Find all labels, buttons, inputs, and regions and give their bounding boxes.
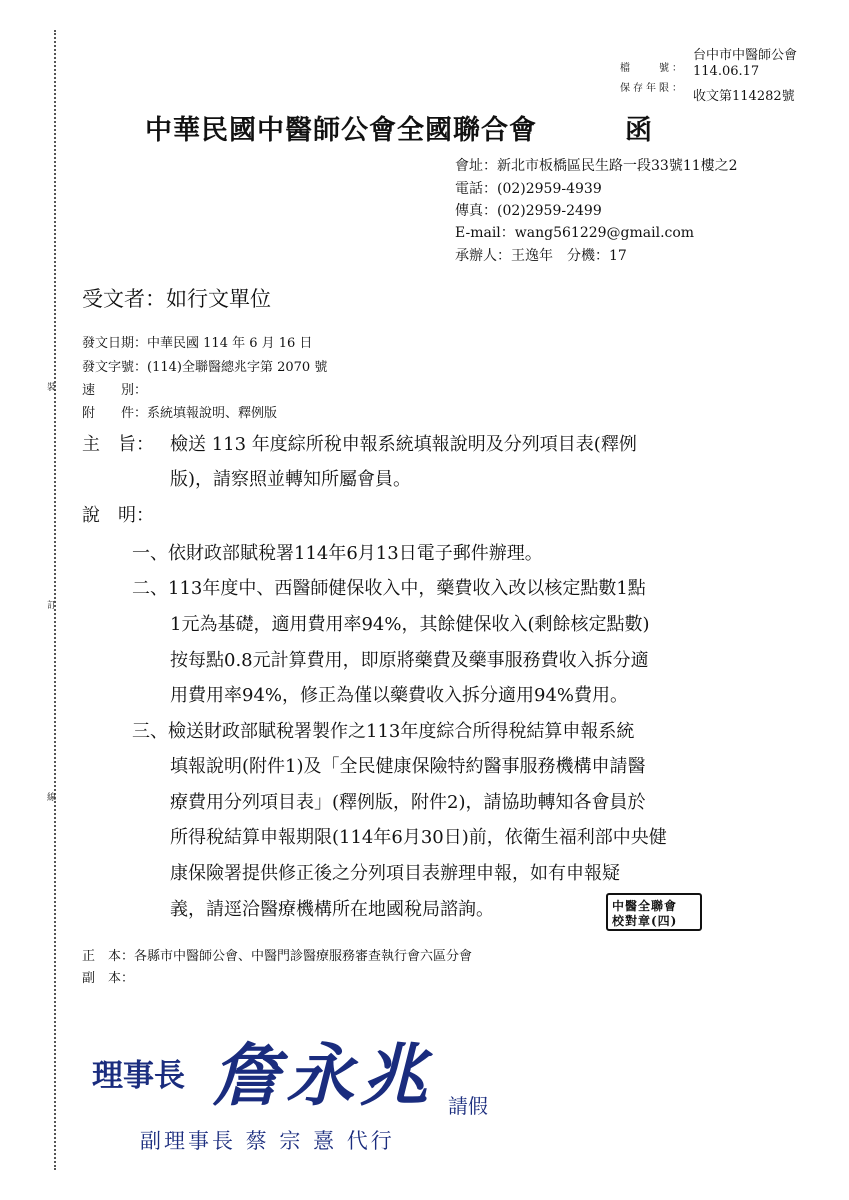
explanation-item-3-line-3: 療費用分列項目表」(釋例版，附件2)，請協助轉知各會員於 — [170, 792, 646, 813]
explanation-item-1: 一、依財政部賦稅署114年6月13日電子郵件辦理。 — [132, 543, 543, 564]
archive-file-label: 檔 號： — [620, 63, 685, 74]
contact-address: 會址：新北市板橋區民生路一段33號11樓之2 — [455, 158, 738, 174]
explanation-item-3-line-4: 所得稅結算申報期限(114年6月30日)前，依衛生福利部中央健 — [170, 827, 667, 848]
meta-speed-label: 速 別： — [82, 383, 148, 398]
copies-cc — [82, 967, 134, 986]
recipient: 受文者：如行文單位 — [82, 287, 271, 311]
seal-line-2: 校對章(四) — [612, 914, 678, 928]
document-type: 函 — [625, 115, 652, 146]
signature-name: 詹永兆 — [212, 1036, 435, 1116]
seal-line-1: 中醫全聯會 — [612, 899, 678, 913]
copies-main-value: 各縣市中醫師公會、中醫門診醫療服務審查執行會六區分會 — [134, 949, 473, 964]
explanation-item-3-line-1: 三、檢送財政部賦稅署製作之113年度綜合所得稅結算申報系統 — [132, 721, 635, 742]
explanation-item-2-line-1: 二、113年度中、西醫師健保收入中，藥費收入改以核定點數1點 — [132, 578, 646, 599]
meta-no-value: (114)全聯醫總兆字第 2070 號 — [147, 360, 328, 375]
contact-phone: 電話：(02)2959-4939 — [455, 181, 602, 197]
binding-mark-staple: 訂 — [47, 601, 57, 611]
proofread-seal — [606, 893, 702, 931]
subject-line-1: 檢送 113 年度綜所稅申報系統填報說明及分列項目表(釋例 — [170, 434, 637, 455]
explanation-label: 說 明： — [82, 505, 154, 526]
document-title: 中華民國中醫師公會全國聯合會 — [145, 115, 537, 146]
meta-doc-number — [82, 356, 327, 375]
meta-attach-value: 系統填報說明、釋例版 — [147, 406, 278, 421]
meta-date-label: 發文日期： — [82, 336, 148, 351]
archive-retention-label: 保存年限： — [620, 83, 685, 94]
explanation-item-3-line-5: 康保險署提供修正後之分列項目表辦理申報，如有申報疑 — [170, 863, 620, 884]
copies-cc-label: 副 本： — [82, 971, 135, 986]
explanation-item-3-line-6: 義，請逕洽醫療機構所在地國稅局諮詢。 — [170, 899, 494, 920]
explanation-item-2-line-4: 用費用率94%，修正為僅以藥費收入拆分適用94%費用。 — [170, 685, 629, 706]
meta-attachment — [82, 402, 277, 421]
copies-main-label: 正 本： — [82, 949, 135, 964]
contact-fax: 傳真：(02)2959-2499 — [455, 203, 602, 219]
signature-title: 理事長 — [92, 1058, 185, 1094]
explanation-item-3-line-2: 填報說明(附件1)及「全民健康保險特約醫事服務機構申請醫 — [170, 756, 646, 777]
subject-label: 主 旨： — [82, 434, 154, 455]
meta-no-label: 發文字號： — [82, 360, 148, 375]
explanation-item-2-line-3: 按每點0.8元計算費用，即原將藥費及藥事服務費收入拆分適 — [170, 650, 649, 671]
meta-speed — [82, 379, 147, 398]
signature-leave-note: 請假 — [448, 1094, 488, 1118]
signature-deputy: 副理事長 蔡 宗 憙 代行 — [140, 1129, 395, 1153]
subject-line-2: 版)，請察照並轉知所屬會員。 — [170, 469, 412, 490]
meta-date — [82, 332, 312, 351]
archive-receipt: 收文第114282號 — [693, 89, 795, 104]
contact-email: E-mail：wang561229@gmail.com — [455, 225, 695, 241]
archive-org: 台中市中醫師公會 — [693, 48, 798, 63]
meta-date-value: 中華民國 114 年 6 月 16 日 — [147, 336, 313, 351]
binding-mark-bind: 裝 — [47, 383, 57, 393]
binding-mark-line: 線 — [47, 793, 57, 803]
contact-handler: 承辦人：王逸年 分機：17 — [455, 248, 627, 264]
copies-main — [82, 945, 472, 964]
meta-attach-label: 附 件： — [82, 406, 148, 421]
explanation-item-2-line-2: 1元為基礎，適用費用率94%，其餘健保收入(剩餘核定點數) — [170, 614, 650, 635]
archive-date: 114.06.17 — [693, 64, 760, 79]
